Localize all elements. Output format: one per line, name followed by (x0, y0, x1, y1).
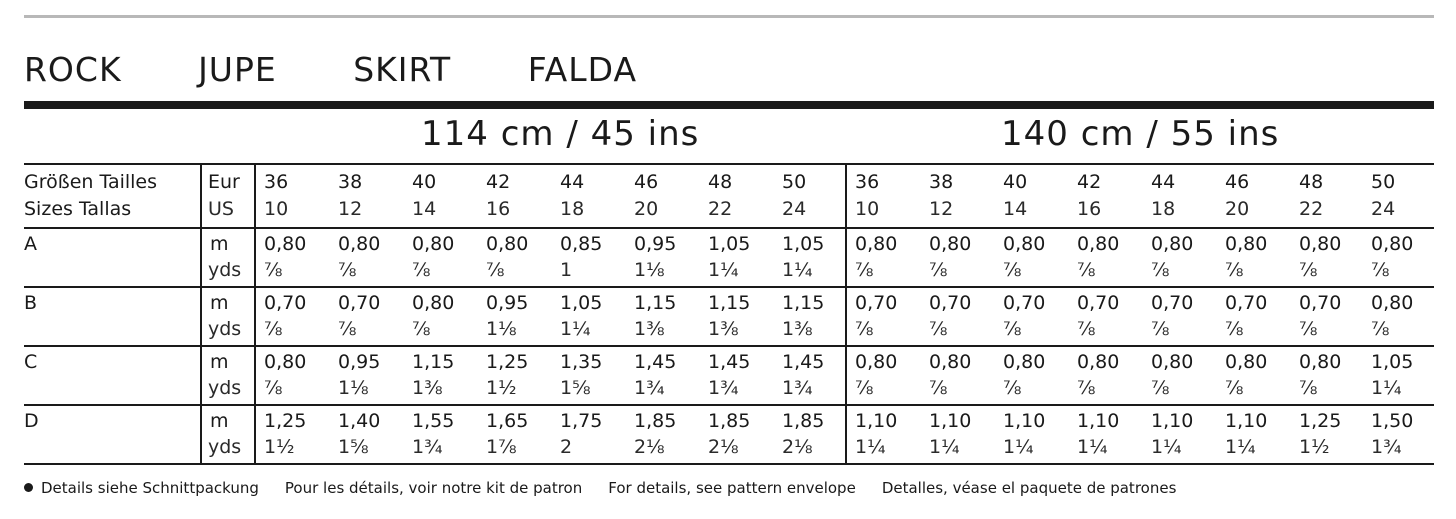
size-label-en-es: Sizes Tallas (24, 198, 132, 220)
unit-yards: yds (208, 318, 242, 340)
meters-value: 0,70 (855, 292, 898, 314)
size-us: 22 (1299, 198, 1324, 220)
yards-value: 1⅜ (412, 377, 443, 399)
view-label: D (24, 410, 39, 432)
size-us: 10 (264, 198, 289, 220)
meters-value: 1,05 (1371, 351, 1414, 373)
meters-value: 0,80 (264, 351, 307, 373)
meters-value: 0,80 (338, 233, 381, 255)
yards-value: ⅞ (264, 377, 283, 399)
size-eur: 36 (264, 171, 289, 193)
yards-value: 1⅞ (486, 436, 517, 458)
size-us: 14 (1003, 198, 1028, 220)
row-divider (24, 227, 1434, 229)
meters-value: 0,85 (560, 233, 603, 255)
size-us: 10 (855, 198, 880, 220)
size-eur: 48 (708, 171, 733, 193)
size-eur: 42 (486, 171, 511, 193)
size-eur: 40 (1003, 171, 1028, 193)
yards-value: 1 (560, 259, 573, 281)
unit-meters: m (210, 410, 229, 432)
meters-value: 1,50 (1371, 410, 1414, 432)
meters-value: 0,70 (929, 292, 972, 314)
unit-yards: yds (208, 259, 242, 281)
meters-value: 1,25 (264, 410, 307, 432)
size-eur: 46 (1225, 171, 1250, 193)
yards-value: ⅞ (264, 318, 283, 340)
meters-value: 0,80 (1299, 233, 1342, 255)
yards-value: ⅞ (855, 318, 874, 340)
row-divider (24, 286, 1434, 288)
meters-value: 0,70 (1151, 292, 1194, 314)
title-fr: JUPE (198, 50, 277, 89)
yards-value: ⅞ (338, 259, 357, 281)
yards-value: 1⅛ (486, 318, 517, 340)
size-eur: 48 (1299, 171, 1324, 193)
meters-value: 0,80 (929, 351, 972, 373)
meters-value: 1,10 (855, 410, 898, 432)
yards-value: ⅞ (264, 259, 283, 281)
yards-value: 2⅛ (634, 436, 665, 458)
meters-value: 0,70 (264, 292, 307, 314)
row-divider (24, 463, 1434, 465)
footnote-en: For details, see pattern envelope (608, 479, 856, 497)
meters-value: 0,70 (1225, 292, 1268, 314)
size-eur: 44 (560, 171, 585, 193)
unit-meters: m (210, 351, 229, 373)
size-eur: 40 (412, 171, 437, 193)
size-eur: 50 (782, 171, 807, 193)
size-eur: 44 (1151, 171, 1176, 193)
meters-value: 0,80 (1299, 351, 1342, 373)
size-eur: 50 (1371, 171, 1396, 193)
meters-value: 0,80 (1151, 233, 1194, 255)
meters-value: 0,80 (855, 233, 898, 255)
yards-value: ⅞ (1225, 377, 1244, 399)
yards-value: ⅞ (929, 259, 948, 281)
meters-value: 1,35 (560, 351, 603, 373)
meters-value: 1,10 (1003, 410, 1046, 432)
meters-value: 0,70 (1299, 292, 1342, 314)
meters-value: 0,80 (929, 233, 972, 255)
column-divider (200, 165, 202, 463)
size-us: 20 (1225, 198, 1250, 220)
yards-value: 1⅛ (634, 259, 665, 281)
meters-value: 1,85 (782, 410, 825, 432)
yards-value: ⅞ (1077, 377, 1096, 399)
size-us: 16 (1077, 198, 1102, 220)
meters-value: 1,05 (782, 233, 825, 255)
fabric-width-header-140: 140 cm / 55 ins (1001, 114, 1280, 154)
yards-value: ⅞ (1225, 318, 1244, 340)
yards-value: 1¼ (708, 259, 739, 281)
yards-value: 1½ (486, 377, 517, 399)
column-divider (845, 165, 847, 463)
meters-value: 1,65 (486, 410, 529, 432)
meters-value: 1,10 (929, 410, 972, 432)
size-us: 14 (412, 198, 437, 220)
unit-yards: yds (208, 377, 242, 399)
meters-value: 1,10 (1077, 410, 1120, 432)
size-us: 12 (338, 198, 363, 220)
yards-value: 1¼ (1151, 436, 1182, 458)
meters-value: 0,80 (1225, 351, 1268, 373)
size-eur: 42 (1077, 171, 1102, 193)
yards-value: ⅞ (338, 318, 357, 340)
meters-value: 1,05 (560, 292, 603, 314)
yards-value: 1¾ (708, 377, 739, 399)
fabric-width-header-114: 114 cm / 45 ins (421, 114, 700, 154)
yards-value: 1¼ (1225, 436, 1256, 458)
yards-value: ⅞ (1371, 318, 1390, 340)
size-us: 12 (929, 198, 954, 220)
yards-value: 2⅛ (708, 436, 739, 458)
row-divider (24, 345, 1434, 347)
meters-value: 1,45 (708, 351, 751, 373)
page-title (24, 50, 637, 89)
yards-value: 1⅜ (634, 318, 665, 340)
yards-value: ⅞ (1003, 259, 1022, 281)
yards-value: 2 (560, 436, 573, 458)
meters-value: 1,75 (560, 410, 603, 432)
column-divider (254, 165, 256, 463)
yards-value: ⅞ (1299, 377, 1318, 399)
yards-value: 1⅜ (708, 318, 739, 340)
yards-value: 1¾ (1371, 436, 1402, 458)
meters-value: 0,95 (634, 233, 677, 255)
meters-value: 1,15 (412, 351, 455, 373)
yards-value: ⅞ (929, 318, 948, 340)
yards-value: 1¼ (1371, 377, 1402, 399)
size-eur: 46 (634, 171, 659, 193)
title-de: ROCK (24, 50, 122, 89)
yards-value: ⅞ (486, 259, 505, 281)
meters-value: 0,80 (1003, 351, 1046, 373)
meters-value: 1,85 (634, 410, 677, 432)
top-rule (24, 15, 1434, 18)
yards-value: ⅞ (1151, 259, 1170, 281)
meters-value: 0,95 (338, 351, 381, 373)
meters-value: 0,80 (264, 233, 307, 255)
footnote-fr: Pour les détails, voir notre kit de patron (284, 479, 583, 497)
yards-value: 1⅝ (338, 436, 369, 458)
size-us: 18 (1151, 198, 1176, 220)
size-us: 16 (486, 198, 511, 220)
meters-value: 0,70 (1077, 292, 1120, 314)
yards-value: 1¼ (560, 318, 591, 340)
yards-value: 1¾ (782, 377, 813, 399)
meters-value: 1,15 (782, 292, 825, 314)
meters-value: 1,45 (782, 351, 825, 373)
meters-value: 1,25 (486, 351, 529, 373)
yards-value: ⅞ (412, 318, 431, 340)
yards-value: ⅞ (1299, 318, 1318, 340)
header-thick-rule (24, 101, 1434, 109)
title-es: FALDA (527, 50, 638, 89)
yards-value: 1⅝ (560, 377, 591, 399)
meters-value: 1,25 (1299, 410, 1342, 432)
yards-value: 1½ (264, 436, 295, 458)
meters-value: 0,80 (1077, 351, 1120, 373)
size-us: 20 (634, 198, 659, 220)
meters-value: 0,80 (1225, 233, 1268, 255)
yards-value: 1¾ (412, 436, 443, 458)
meters-value: 1,15 (708, 292, 751, 314)
yards-value: ⅞ (1299, 259, 1318, 281)
unit-meters: m (210, 233, 229, 255)
meters-value: 1,55 (412, 410, 455, 432)
row-divider (24, 163, 1434, 165)
footnote (24, 479, 1202, 497)
meters-value: 1,05 (708, 233, 751, 255)
meters-value: 0,80 (1003, 233, 1046, 255)
yards-value: 1¼ (855, 436, 886, 458)
row-divider (24, 404, 1434, 406)
yards-value: ⅞ (929, 377, 948, 399)
yards-value: 1¼ (782, 259, 813, 281)
yards-value: ⅞ (1003, 318, 1022, 340)
size-us: 18 (560, 198, 585, 220)
footnote-de: Details siehe Schnittpackung (41, 479, 259, 497)
meters-value: 1,10 (1151, 410, 1194, 432)
yards-value: 1¾ (634, 377, 665, 399)
yards-value: ⅞ (1371, 259, 1390, 281)
meters-value: 0,80 (486, 233, 529, 255)
yards-value: ⅞ (855, 259, 874, 281)
meters-value: 0,70 (1003, 292, 1046, 314)
size-eur: 38 (338, 171, 363, 193)
meters-value: 0,80 (412, 292, 455, 314)
meters-value: 0,80 (1151, 351, 1194, 373)
title-en: SKIRT (353, 50, 452, 89)
meters-value: 0,70 (338, 292, 381, 314)
size-us: 22 (708, 198, 733, 220)
yards-value: ⅞ (1151, 377, 1170, 399)
yards-value: 2⅛ (782, 436, 813, 458)
yards-value: 1⅛ (338, 377, 369, 399)
yards-value: 1⅜ (782, 318, 813, 340)
size-us: 24 (1371, 198, 1396, 220)
yards-value: 1½ (1299, 436, 1330, 458)
meters-value: 0,80 (855, 351, 898, 373)
meters-value: 1,40 (338, 410, 381, 432)
view-label: A (24, 233, 37, 255)
yards-value: 1¼ (1077, 436, 1108, 458)
size-label-de-fr: Größen Tailles (24, 171, 158, 193)
meters-value: 0,80 (1371, 292, 1414, 314)
meters-value: 1,10 (1225, 410, 1268, 432)
meters-value: 0,80 (1077, 233, 1120, 255)
size-eur: 38 (929, 171, 954, 193)
size-us: 24 (782, 198, 807, 220)
size-system-us: US (208, 198, 234, 220)
unit-meters: m (210, 292, 229, 314)
meters-value: 1,45 (634, 351, 677, 373)
yards-value: 1¼ (1003, 436, 1034, 458)
yards-value: ⅞ (1225, 259, 1244, 281)
yards-value: ⅞ (855, 377, 874, 399)
yards-value: 1¼ (929, 436, 960, 458)
meters-value: 0,95 (486, 292, 529, 314)
yards-value: ⅞ (1151, 318, 1170, 340)
size-eur: 36 (855, 171, 880, 193)
view-label: C (24, 351, 38, 373)
meters-value: 0,80 (412, 233, 455, 255)
view-label: B (24, 292, 38, 314)
yards-value: ⅞ (1003, 377, 1022, 399)
bullet-icon (24, 483, 33, 492)
size-system-eur: Eur (208, 171, 240, 193)
meters-value: 1,85 (708, 410, 751, 432)
unit-yards: yds (208, 436, 242, 458)
footnote-es: Detalles, véase el paquete de patrones (881, 479, 1177, 497)
meters-value: 1,15 (634, 292, 677, 314)
yards-value: ⅞ (1077, 318, 1096, 340)
yards-value: ⅞ (1077, 259, 1096, 281)
yards-value: ⅞ (412, 259, 431, 281)
meters-value: 0,80 (1371, 233, 1414, 255)
